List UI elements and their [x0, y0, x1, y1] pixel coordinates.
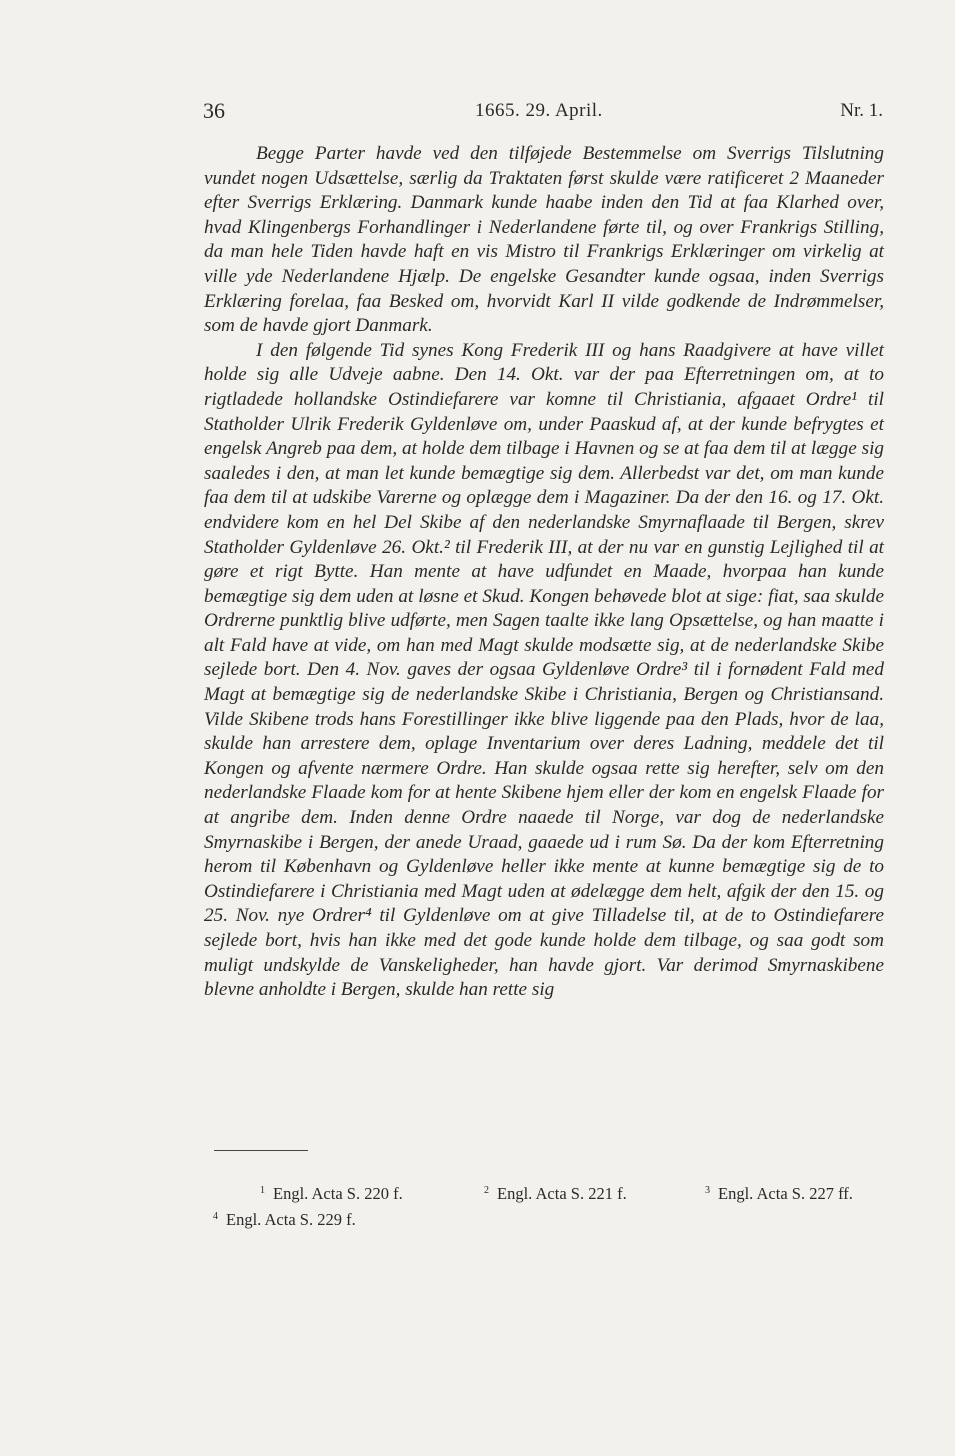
- paragraph: Begge Parter havde ved den tilføjede Bestemmelse om Sverrigs Tilslutning vundet nogen Udsættelse, særlig da Traktaten først skulde være ratificeret 2 Maaneder efter Sverrigs Erklæring. Danmark kunde haabe inden den Tid at faa Klarhed over, hvad Klingenbergs Forhandlinger i Nederlandene førte til, og over Frankrigs Stilling, da man hele Tiden havde haft en vis Mistro til Frankrigs Erklæringer om virkelig at ville yde Nederlandene Hjælp. De engelske Gesandter kunde ogsaa, inden Sverrigs Erklæring forelaa, faa Besked om, hvorvidt Karl II vilde godkende de Indrømmelser, som de havde gjort Danmark.: [204, 143, 884, 337]
- footnotes: [208, 1178, 888, 1230]
- footnote-text: Engl. Acta S. 220 f.: [273, 1184, 403, 1203]
- footnote-mark: 3: [705, 1185, 710, 1196]
- footnote-1: [260, 1178, 403, 1206]
- running-header: [203, 98, 883, 128]
- footnote-text: Engl. Acta S. 221 f.: [497, 1184, 627, 1203]
- footnote-text: Engl. Acta S. 229 f.: [226, 1210, 356, 1229]
- page-number: 36: [203, 98, 225, 123]
- footnote-divider: [214, 1150, 308, 1151]
- footnote-mark: 4: [213, 1211, 218, 1222]
- footnote-mark: 2: [484, 1185, 489, 1196]
- footnote-3: [705, 1178, 853, 1206]
- footnote-2: [484, 1178, 627, 1206]
- footnote-text: Engl. Acta S. 227 ff.: [718, 1184, 853, 1203]
- header-date: 1665. 29. April.: [475, 100, 603, 121]
- footnote-row: [208, 1204, 888, 1230]
- footnote-row: [208, 1178, 888, 1204]
- paragraph: I den følgende Tid synes Kong Frederik III og hans Raadgivere at have villet holde sig alle Udveje aabne. Den 14. Okt. var der paa Efterretningen om, at to rigtladede hollandske Ostindiefarere var komne til Christiania, afgaaet Ordre¹ til Statholder Ulrik Frederik Gyldenløve om, under Paaskud af, at der kunde befrygtes et engelsk Angreb paa dem, at holde dem tilbage i Havnen og se at faa dem til at lægge sig saaledes i den, at man let kunde bemægtige sig dem. Allerbedst var det, om man kunde faa dem til at udskibe Varerne og oplægge dem i Magaziner. Da der den 16. og 17. Okt. endvidere kom en hel Del Skibe af den nederlandske Smyrnaflaade til Bergen, skrev Statholder Gyldenløve 26. Okt.² til Frederik III, at der nu var en gunstig Lejlighed til at gøre et rigt Bytte. Han mente at have udfundet en Maade, hvorpaa han kunde bemægtige sig dem uden at løsne et Skud. Kongen behøvede blot at sige: fiat, saa skulde Ordrerne punktlig blive udførte, men Sagen taalte ikke lang Opsættelse, og han maatte i alt Fald have at vide, om han med Magt skulde modsætte sig, at de nederlandske Skibe sejlede bort. Den 4. Nov. gaves der ogsaa Gyldenløve Ordre³ til i fornødent Fald med Magt at bemægtige sig de nederlandske Skibe i Christiania, Bergen og Christiansand. Vilde Skibene trods hans Forestillinger ikke blive liggende paa den Plads, hvor de laa, skulde han arrestere dem, oplage Inventarium over deres Ladning, meddele det til Kongen og afvente nærmere Ordre. Han skulde ogsaa rette sig herefter, selv om den nederlandske Flaade kom for at hente Skibene hjem eller der kom en engelsk Flaade for at angribe dem. Inden denne Ordre naaede til Norge, var dog de nederlandske Smyrnaskibe i Bergen, der anede Uraad, gaaede ud i rum Sø. Da der kom Efterretning herom til København og Gyldenløve heller ikke mente at kunne bemægtige sig de to Ostindiefarere i Christiania med Magt uden at ødelægge dem helt, afgik der den 15. og 25. Nov. nye Ordrer⁴ til Gyldenløve om at give Tilladelse til, at de to Ostindiefarere sejlede bort, hvis han ikke med det gode kunde holde dem tilbage, og saa godt som muligt undskylde de Vanskeligheder, han havde gjort. Var derimod Smyrnaskibene blevne anholdte i Bergen, skulde han rette sig: [204, 339, 884, 1001]
- header-document-number: Nr. 1.: [840, 100, 883, 121]
- body-text: [204, 142, 884, 1003]
- footnote-mark: 1: [260, 1185, 265, 1196]
- footnote-4: [213, 1204, 356, 1232]
